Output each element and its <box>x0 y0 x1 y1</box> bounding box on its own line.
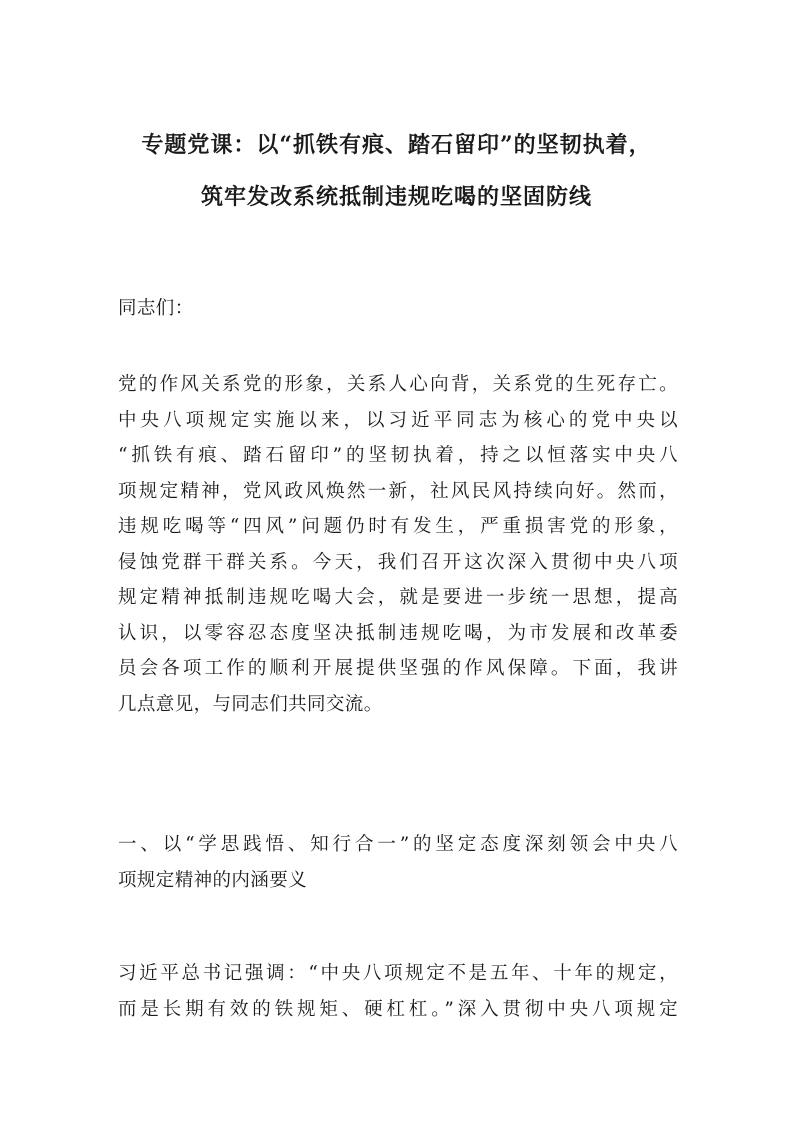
paragraph-line: 几点意见，与同志们共同交流。 <box>118 693 383 715</box>
paragraph-line: 而是长期有效的铁规矩、硬杠杠。”深入贯彻中央八项规定 <box>118 998 678 1020</box>
paragraph-line: 违规吃喝等“四风”问题仍时有发生，严重损害党的形象， <box>118 516 678 537</box>
heading-line: 项规定精神的内涵要义 <box>118 869 308 891</box>
paragraph-intro <box>118 367 678 722</box>
paragraph-line: 习近平总书记强调：“中央八项规定不是五年、十年的规定， <box>118 963 678 984</box>
document-title-line-2: 筑牢发改系统抵制违规吃喝的坚固防线 <box>200 184 592 210</box>
heading-line: 一、以“学思践悟、知行合一”的坚定态度深刻领会中央八 <box>118 834 678 855</box>
paragraph-line: 侵蚀党群干群关系。今天，我们召开这次深入贯彻中央八项 <box>118 551 678 573</box>
paragraph-line: 规定精神抵制违规吃喝大会，就是要进一步统一思想，提高 <box>118 587 678 608</box>
paragraph-line: 中央八项规定实施以来，以习近平同志为核心的党中央以 <box>118 409 678 431</box>
paragraph-line: 员会各项工作的顺利开展提供坚强的作风保障。下面，我讲 <box>118 658 678 679</box>
paragraph-line: 认识，以零容忍态度坚决抵制违规吃喝，为市发展和改革委 <box>118 622 678 644</box>
paragraph-line: 党的作风关系党的形象，关系人心向背，关系党的生死存亡。 <box>118 374 678 395</box>
paragraph-section-1 <box>118 956 678 1027</box>
section-heading-1 <box>118 827 678 898</box>
salutation <box>118 291 678 327</box>
paragraph-line: 项规定精神，党风政风焕然一新，社风民风持续向好。然而， <box>118 480 678 502</box>
salutation-text: 同志们： <box>118 298 194 319</box>
document-title-line-1: 专题党课：以“抓铁有痕、踏石留印”的坚韧执着， <box>141 132 652 158</box>
paragraph-line: “抓铁有痕、踏石留印”的坚韧执着，持之以恒落实中央八 <box>118 445 678 466</box>
